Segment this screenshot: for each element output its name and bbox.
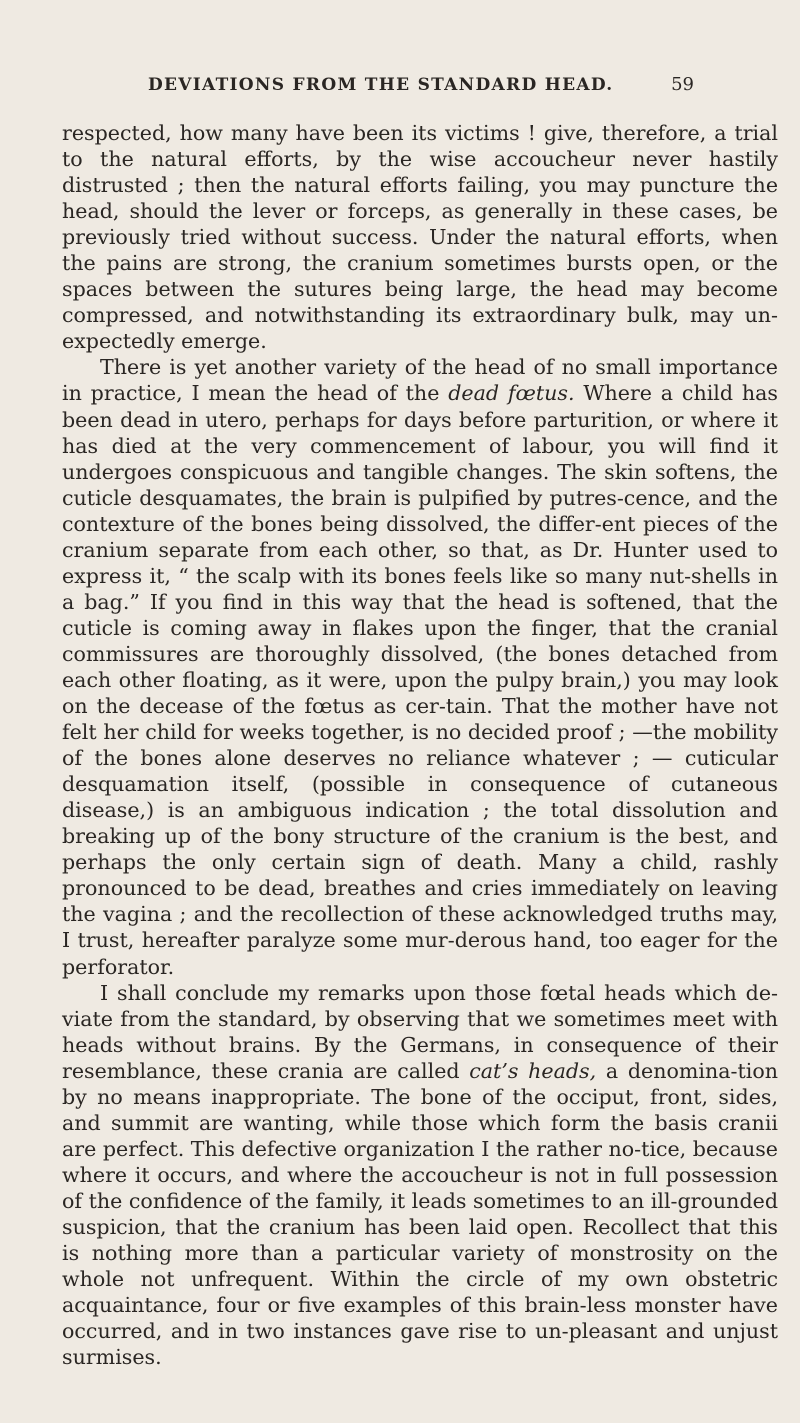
- running-title: DEVIATIONS FROM THE STANDARD HEAD.: [148, 75, 614, 95]
- paragraph-text: Where a child has been dead in utero, perhaps for days before parturition, or where it has died at the very commencement of labour, you will find it undergoes conspicuous and tangible changes. The skin softens, the cuticle desquamates, the brain is pulpified by putres-cence, and the contexture of the bones being dissolved, the differ-ent pieces of the cranium separate from each other, so that, as Dr. Hunter used to express it, “ the scalp with its bones feels like so many nut-shells in a bag.” If you find in this way that the head is softened, that the cuticle is coming away in flakes upon the finger, that the cranial commissures are thoroughly dissolved, (the bones detached from each other floating, as it were, upon the pulpy brain,) you may look on the decease of the fœtus as cer-tain. That the mother have not felt her child for weeks together, is no decided proof ; —the mobility of the bones alone deserves no reliance whatever ; — cuticular desquamation itself, (possible in consequence of cutaneous disease,) is an ambiguous indication ; the total dissolution and breaking up of the bony structure of the cranium is the best, and perhaps the only certain sign of death. Many a child, rashly pronounced to be dead, breathes and cries immediately on leaving the vagina ; and the recollection of these acknowledged truths may, I trust, hereafter paralyze some mur-derous hand, too eager for the perforator.: [62, 381, 778, 979]
- paragraph-text: I shall conclude my remarks upon those fœtal heads which de-viate from the standard, by observing that we sometimes meet with heads without brains. By the Germans, in consequence of their resemblance, these crania are called: [62, 980, 778, 1083]
- italic-phrase-dead-foetus: dead fœtus.: [448, 381, 575, 406]
- body-text: [62, 120, 778, 1370]
- page-header: [148, 74, 694, 95]
- paragraph-3: [62, 980, 778, 1371]
- page-number: 59: [671, 74, 694, 95]
- italic-phrase-cats-heads: cat’s heads,: [469, 1058, 597, 1083]
- paragraph-1: [62, 120, 778, 354]
- paragraph-text: respected, how many have been its victims ! give, therefore, a trial to the natural efforts, by the wise accoucheur never hastily distrusted ; then the natural efforts failing, you may puncture the head, should the lever or forceps, as generally in these cases, be previously tried without success. Under the natural efforts, when the pains are strong, the cranium sometimes bursts open, or the spaces between the sutures being large, the head may become compressed, and notwithstanding its extraordinary bulk, may un-expectedly emerge.: [62, 121, 778, 354]
- paragraph-text: There is yet another variety of the head of no small importance in practice, I mean the head of the: [62, 355, 778, 406]
- paragraph-2: [62, 354, 778, 979]
- paragraph-text: a denomina-tion by no means inappropriate. The bone of the occiput, front, sides, and summit are wanting, while those which form the basis cranii are perfect. This defective organization I the rather no-tice, because where it occurs, and where the accoucheur is not in full possession of the confidence of the family, it leads sometimes to an ill-grounded suspicion, that the cranium has been laid open. Recollect that this is nothing more than a particular variety of monstrosity on the whole not unfrequent. Within the circle of my own obstetric acquaintance, four or five examples of this brain-less monster have occurred, and in two instances gave rise to un-pleasant and unjust surmises.: [62, 1058, 778, 1370]
